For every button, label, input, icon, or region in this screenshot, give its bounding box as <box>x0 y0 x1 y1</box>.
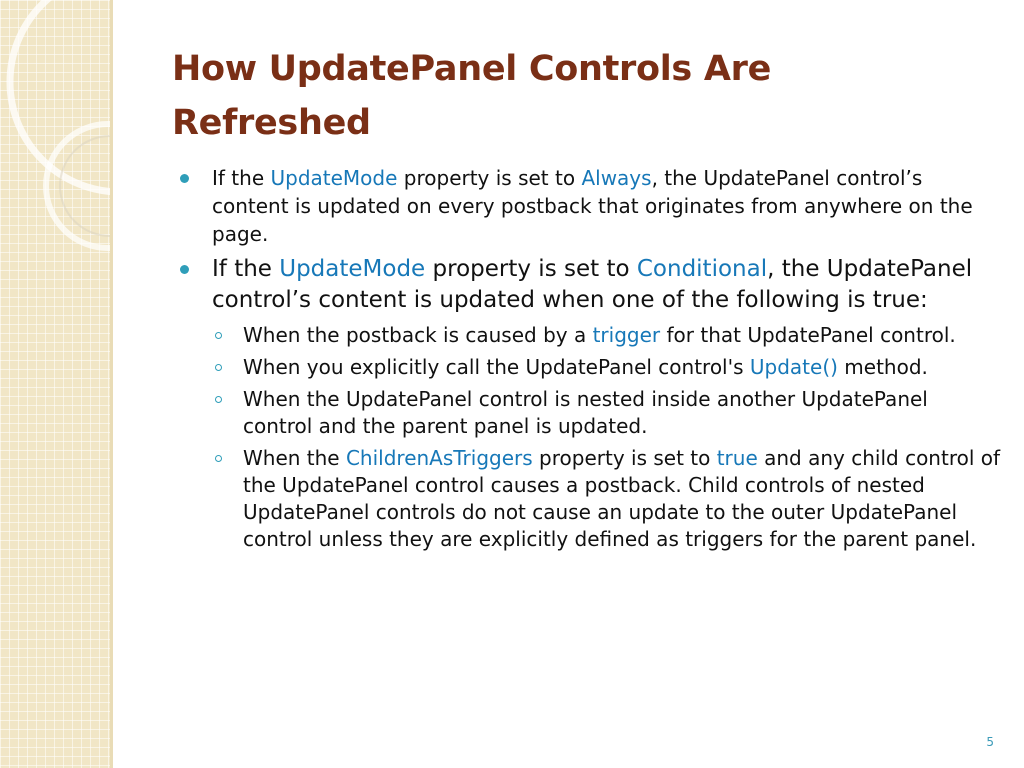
sub-bullet-update-method <box>172 354 1002 381</box>
bullet-dot-icon <box>180 174 189 183</box>
bullet-list <box>172 164 1002 558</box>
keyword-update-method: Update() <box>749 355 838 379</box>
bullet-dot-icon <box>180 265 189 274</box>
keyword-updatemode: UpdateMode <box>270 166 398 190</box>
sub-bullet-text: When the UpdatePanel control is nested inside another UpdatePanel control and the parent panel is updated. <box>243 387 928 438</box>
sub-bullet-text: When the postback is caused by a trigger for that UpdatePanel control. <box>243 323 956 347</box>
keyword-conditional: Conditional <box>636 256 768 282</box>
sub-bullet-nested <box>172 386 1002 440</box>
sub-bullet-children-as-triggers <box>172 445 1002 553</box>
sub-bullet-text: When the ChildrenAsTriggers property is set to true and any child control of the UpdatePanel control causes a postback. Child controls of nested UpdatePanel controls do not cause an update to the outer UpdatePanel control unless they are explicitly defined as triggers for the parent panel. <box>243 446 1001 551</box>
sub-bullet-trigger <box>172 322 1002 349</box>
hollow-circle-bullet-icon <box>215 364 222 371</box>
keyword-always: Always <box>581 166 652 190</box>
bullet-text: If the UpdateMode property is set to Conditional, the UpdatePanel control’s content is updated when one of the following is true: <box>212 256 973 313</box>
hollow-circle-bullet-icon <box>215 332 222 339</box>
keyword-trigger: trigger <box>592 323 661 347</box>
bullet-item-conditional <box>172 254 1002 316</box>
keyword-childrenastriggers: ChildrenAsTriggers <box>345 446 533 470</box>
decorative-rings-graphic <box>0 0 110 768</box>
hollow-circle-bullet-icon <box>215 455 222 462</box>
sidebar-edge-line <box>110 0 113 768</box>
bullet-text: If the UpdateMode property is set to Always, the UpdatePanel control’s content is updated on every postback that originates from anywhere on the page. <box>212 166 973 246</box>
page-number: 5 <box>986 735 994 749</box>
sub-bullet-text: When you explicitly call the UpdatePanel control's Update() method. <box>243 355 928 379</box>
keyword-updatemode: UpdateMode <box>279 256 426 282</box>
slide-title: How UpdatePanel Controls Are Refreshed <box>172 49 772 143</box>
keyword-true: true <box>716 446 758 470</box>
decorative-sidebar <box>0 0 110 768</box>
bullet-item-always <box>172 164 1002 248</box>
hollow-circle-bullet-icon <box>215 396 222 403</box>
